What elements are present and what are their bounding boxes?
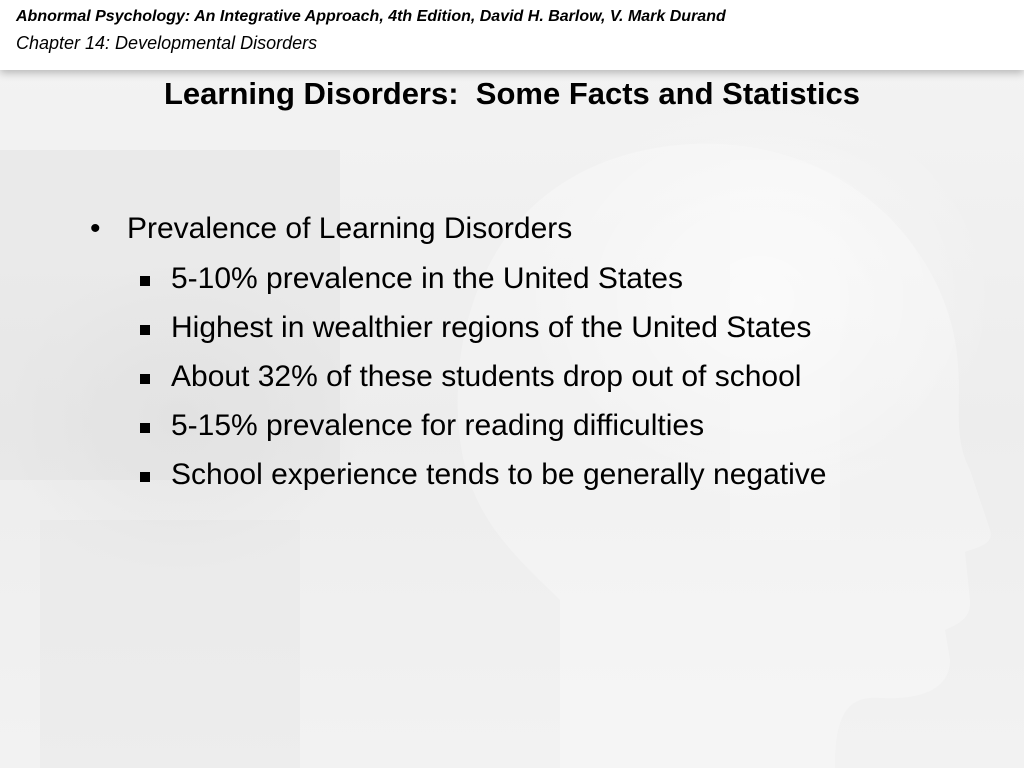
sub-bullet-text: School experience tends to be generally negative bbox=[171, 458, 827, 491]
bullet-text: Prevalence of Learning Disorders bbox=[127, 212, 573, 245]
sub-bullet-text: 5-15% prevalence for reading difficulties bbox=[171, 409, 705, 442]
chapter-label: Chapter 14: Developmental Disorders bbox=[16, 33, 318, 53]
square-bullet-icon bbox=[140, 325, 150, 335]
sub-bullet-text: 5-10% prevalence in the United States bbox=[171, 262, 683, 295]
slide-title: Learning Disorders: Some Facts and Statistics bbox=[164, 76, 860, 111]
round-bullet-icon: • bbox=[90, 212, 101, 245]
book-citation: Abnormal Psychology: An Integrative Approach, 4th Edition, David H. Barlow, V. Mark Durand bbox=[16, 8, 726, 25]
square-bullet-icon bbox=[140, 423, 150, 433]
sub-bullet-text: Highest in wealthier regions of the United States bbox=[171, 311, 812, 344]
square-bullet-icon bbox=[140, 374, 150, 384]
sub-bullet-text: About 32% of these students drop out of school bbox=[171, 360, 802, 393]
header-band bbox=[0, 0, 1024, 70]
square-bullet-icon bbox=[140, 472, 150, 482]
square-bullet-icon bbox=[140, 276, 150, 286]
